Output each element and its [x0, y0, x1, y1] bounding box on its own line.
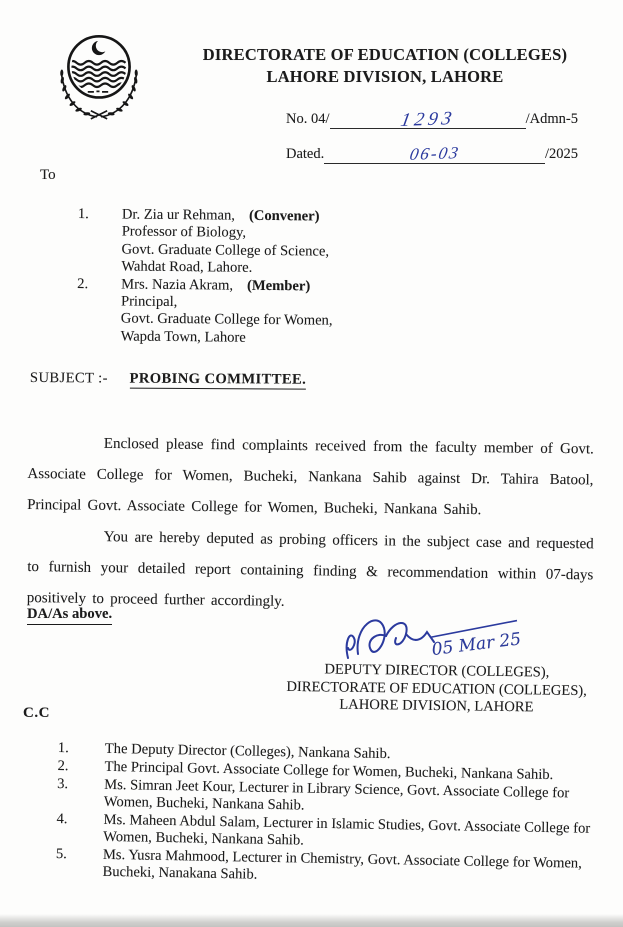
reference-block	[286, 106, 578, 176]
addressee-line: Professor of Biology,	[121, 223, 247, 242]
cc-item-number: 3.	[57, 775, 69, 793]
subject-label: SUBJECT :-	[29, 370, 108, 387]
addressee-item	[77, 276, 508, 350]
addressee-name: Dr. Zia ur Rehman,	[121, 206, 236, 224]
signatory-location: LAHORE DIVISION, LAHORE	[339, 696, 534, 716]
cc-item-text: The Principal Govt. Associate College for Women, Bucheki, Nankana Sahib.	[104, 758, 554, 784]
scan-bottom-edge	[0, 914, 623, 927]
body-paragraph-1: Enclosed please find complaints received from the faculty member of Govt. Associate College for Women, Bucheki, Nankana Sahib against Dr. Tahira Batool, Principal Govt. Associate College for Women, Bucheki, Nankana Sahib.	[27, 435, 594, 519]
addressee-line: Wapda Town, Lahore	[120, 328, 246, 346]
addressee-line: Principal,	[120, 293, 178, 311]
signature-date-text: 05 Mar 25	[430, 629, 523, 661]
salutation: To	[40, 167, 56, 183]
cc-item-number: 4.	[56, 810, 68, 828]
enclosure-note: DA/As above.	[27, 606, 112, 625]
cc-item-number: 2.	[57, 757, 69, 775]
cc-item-text: Ms. Yusra Mahmood, Lecturer in Chemistry, Govt. Associate College for Women, Bucheki, Nanakana Sahib.	[102, 846, 582, 883]
date-blank	[324, 141, 545, 164]
cc-item-text: Ms. Simran Jeet Kour, Lecturer in Library Science, Govt. Associate College for Women, Bucheki, Nankana Sahib.	[103, 776, 570, 814]
ref-no-suffix: /Admn-5	[525, 111, 578, 127]
subject-line	[30, 370, 306, 389]
addressee-details	[121, 276, 508, 350]
addressee-name: Mrs. Nazia Akram,	[121, 276, 234, 294]
signatory-org: DIRECTORATE OF EDUCATION (COLLEGES),	[286, 678, 587, 699]
org-name-line2: LAHORE DIVISION, LAHORE	[266, 67, 504, 86]
handwritten-ref-number: 1293	[398, 108, 457, 131]
cc-item-number: 5.	[55, 845, 68, 863]
body-paragraph-2: You are hereby deputed as probing officers in the subject case and requested to furnish your detailed report containing finding & recommendation within 07-days positively to proceed further accordingly.	[26, 529, 594, 610]
addressee-number: 2.	[77, 275, 89, 292]
date-prefix: Dated.	[286, 146, 325, 162]
ref-no-prefix: No. 04/	[286, 111, 330, 127]
addressee-role: (Member)	[246, 277, 311, 295]
handwritten-date: 06-03	[407, 143, 462, 164]
signature-scrawl	[334, 608, 534, 670]
cc-item-text: The Deputy Director (Colleges), Nankana Sahib.	[104, 740, 391, 763]
cc-label: C.C	[23, 705, 50, 721]
reference-date-line	[286, 141, 578, 164]
cc-list	[55, 740, 605, 891]
addressee-line: Govt. Graduate College of Science,	[121, 241, 330, 260]
letterhead-title	[170, 44, 600, 88]
ref-no-blank	[330, 106, 526, 129]
addressee-line: Wahdat Road, Lahore.	[121, 258, 253, 277]
punjab-government-emblem-icon	[48, 26, 150, 120]
org-name-line1: DIRECTORATE OF EDUCATION (COLLEGES)	[202, 45, 568, 64]
addressee-item	[77, 206, 508, 280]
cc-item-text: Ms. Maheen Abdul Salam, Lecturer in Islamic Studies, Govt. Associate College for Women, Bucheki, Nankana Sahib.	[103, 811, 591, 849]
addressee-role: (Convener)	[248, 207, 320, 225]
addressee-list	[77, 206, 508, 350]
cc-item-number: 1.	[57, 740, 69, 757]
addressee-details	[121, 206, 508, 280]
subject-text: PROBING COMMITTEE.	[129, 370, 307, 388]
date-suffix: /2025	[544, 146, 578, 162]
addressee-line: Govt. Graduate College for Women,	[120, 310, 333, 330]
reference-number-line	[286, 106, 578, 129]
addressee-number: 1.	[77, 206, 89, 223]
signatory-block	[271, 661, 602, 718]
signatory-title: DEPUTY DIRECTOR (COLLEGES),	[324, 661, 550, 681]
